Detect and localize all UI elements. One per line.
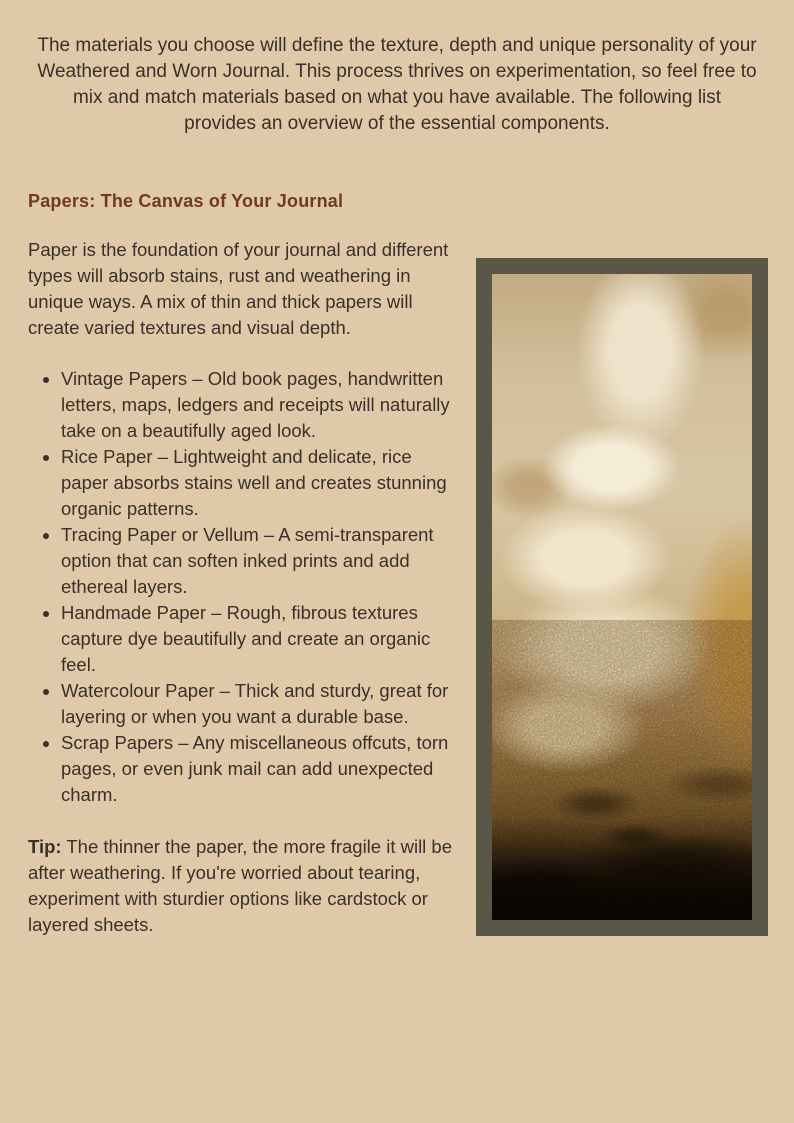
paper-type-item: • Handmade Paper – Rough, fibrous textures capture dye beautifully and create an organic feel.: [61, 600, 452, 678]
paper-types-list: [28, 366, 452, 808]
paper-type-item: • Scrap Papers – Any miscellaneous offcuts, torn pages, or even junk mail can add unexpected charm.: [61, 730, 452, 808]
tip-label: Tip:: [28, 836, 62, 857]
photo-frame: [476, 258, 768, 936]
paper-type-item: • Rice Paper – Lightweight and delicate, rice paper absorbs stains well and creates stunning organic patterns.: [61, 444, 452, 522]
section-body: Paper is the foundation of your journal and different types will absorb stains, rust and weathering in unique ways. A mix of thin and thick papers will create varied textures and visual depth.: [28, 239, 449, 338]
text-column: [28, 237, 452, 938]
intro-paragraph: The materials you choose will define the texture, depth and unique personality of your Weathered and Worn Journal. This process thrives on experimentation, so feel free to mix and match materials based on what you have available. The following list provides an overview of the essential components.: [37, 35, 757, 134]
section-heading: Papers: The Canvas of Your Journal: [28, 191, 344, 211]
paper-type-item: • Tracing Paper or Vellum – A semi-transparent option that can soften inked prints and add ethereal layers.: [61, 522, 452, 600]
photo-grain-texture: [492, 620, 752, 920]
paper-type-item: • Vintage Papers – Old book pages, handwritten letters, maps, ledgers and receipts will naturally take on a beautifully aged look.: [61, 366, 452, 444]
tip-paragraph: [28, 834, 452, 938]
weathered-paper-photo: [492, 274, 752, 920]
paper-type-item: • Watercolour Paper – Thick and sturdy, great for layering or when you want a durable base.: [61, 678, 452, 730]
tip-text: The thinner the paper, the more fragile it will be after weathering. If you're worried about tearing, experiment with sturdier options like cardstock or layered sheets.: [28, 836, 453, 935]
